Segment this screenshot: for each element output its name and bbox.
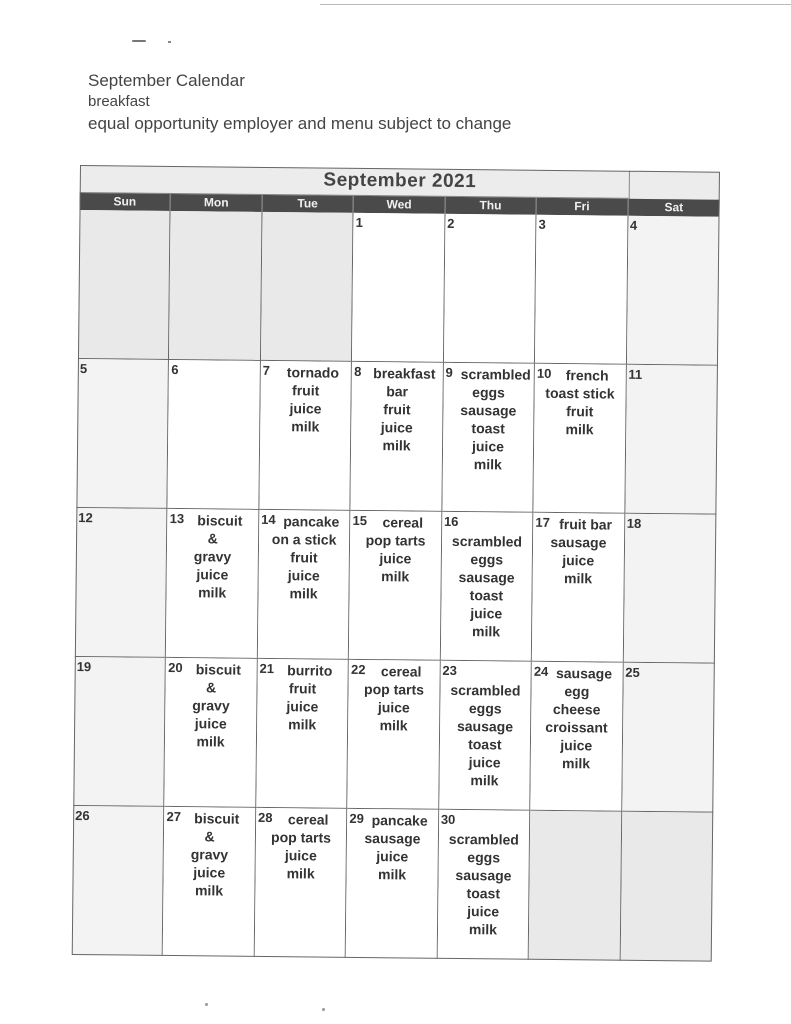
menu-item: milk [194, 882, 224, 899]
menu-item: milk [470, 772, 499, 789]
menu-item: pop tarts [365, 532, 426, 549]
menu-item: juice [468, 754, 501, 771]
scan-edge-line [320, 4, 791, 5]
menu-item: sausage [458, 568, 515, 586]
menu-item: juice [286, 698, 319, 715]
day-of-week-fri: Fri [537, 198, 629, 216]
menu-item: fruit bar [559, 516, 613, 533]
scan-speck [168, 41, 171, 43]
menu-item: french [565, 367, 609, 384]
day-number: 30 [440, 811, 456, 827]
day-of-week-sun: Sun [80, 193, 172, 211]
menu-item: sausage [364, 830, 421, 847]
menu-item: juice [562, 552, 595, 569]
menu-item: milk [291, 418, 320, 435]
menu-item: bar [386, 383, 409, 400]
day-number: 15 [352, 512, 368, 529]
menu-item: toast [469, 587, 504, 604]
menu-item: milk [381, 568, 410, 585]
day-number: 16 [443, 513, 459, 529]
day-number: 13 [169, 510, 185, 527]
day-number: 23 [442, 662, 457, 678]
menu-item: juice [193, 864, 226, 881]
day-number: 5 [79, 361, 88, 377]
menu-item: & [204, 828, 215, 845]
menu-item: tornado [286, 364, 340, 381]
menu-item: sausage [460, 401, 517, 419]
menu-item: milk [379, 717, 408, 734]
menu-item: pancake [371, 812, 428, 829]
menu-item: cereal [380, 663, 422, 680]
month-calendar [72, 165, 720, 962]
day-number: 4 [629, 217, 638, 233]
menu-item: juice [289, 400, 322, 417]
day-number: 24 [533, 663, 549, 679]
day-number: 8 [354, 363, 362, 379]
menu-item: juice [379, 550, 412, 567]
day-number: 25 [625, 664, 640, 680]
day-of-week-thu: Thu [445, 197, 537, 215]
day-number: 12 [78, 510, 93, 526]
menu-item: milk [382, 437, 411, 454]
menu-item: milk [289, 585, 318, 602]
menu-item: pancake [283, 513, 340, 530]
menu-item: juice [376, 848, 409, 865]
menu-item: gravy [193, 548, 232, 565]
day-number: 1 [355, 214, 364, 230]
menu-item: pop tarts [363, 681, 425, 698]
day-number: 9 [445, 364, 453, 380]
menu-item: scrambled [448, 830, 519, 848]
menu-item: juice [196, 566, 229, 583]
header-subtitle: breakfast [88, 93, 150, 110]
menu-item: milk [471, 623, 501, 640]
menu-item: cheese [552, 700, 601, 718]
menu-item: milk [565, 421, 594, 438]
menu-item: eggs [470, 551, 504, 568]
calendar-frame [72, 165, 720, 962]
menu-item: scrambled [450, 681, 521, 699]
menu-item: croissant [545, 718, 608, 736]
day-number: 22 [350, 661, 366, 678]
day-number: 21 [259, 660, 275, 677]
day-number: 29 [349, 810, 365, 827]
menu-item: egg [564, 683, 590, 700]
menu-item: breakfast [373, 365, 436, 382]
menu-item: juice [287, 567, 320, 584]
menu-item: milk [196, 733, 225, 750]
menu-item: fruit [383, 401, 411, 418]
day-number: 10 [536, 365, 552, 381]
menu-item: fruit [292, 382, 320, 399]
day-number: 14 [261, 511, 276, 528]
menu-item: milk [468, 921, 498, 938]
day-of-week-sat: Sat [664, 200, 684, 215]
menu-item: juice [380, 419, 413, 436]
day-number: 3 [538, 216, 546, 232]
menu-item: milk [286, 865, 315, 882]
menu-item: biscuit [194, 810, 240, 827]
menu-item: milk [563, 570, 593, 587]
menu-item: milk [288, 716, 317, 733]
menu-item: burrito [287, 662, 333, 679]
menu-item: toast [468, 736, 502, 753]
day-number: 19 [76, 658, 92, 675]
menu-item: juice [284, 847, 317, 864]
day-number: 2 [447, 215, 455, 231]
day-of-week-tue: Tue [262, 195, 354, 213]
day-number: 18 [626, 515, 642, 531]
day-number: 28 [257, 809, 273, 826]
calendar-title: September 2021 [323, 169, 477, 193]
menu-item: sausage [456, 717, 514, 735]
menu-item: on a stick [271, 531, 337, 548]
day-number: 27 [166, 808, 182, 825]
menu-item: biscuit [195, 661, 241, 678]
day-number: 17 [535, 514, 550, 530]
menu-item: juice [560, 737, 593, 754]
scan-speck [322, 1008, 325, 1011]
menu-item: gravy [190, 846, 229, 863]
menu-item: eggs [467, 849, 501, 866]
day-number: 26 [75, 807, 90, 824]
menu-item: sausage [455, 866, 512, 884]
menu-item: toast [466, 885, 501, 902]
menu-item: milk [377, 866, 407, 883]
day-number: 6 [171, 361, 179, 378]
header-title: September Calendar [88, 71, 245, 90]
menu-item: juice [377, 699, 410, 716]
menu-item: gravy [192, 697, 230, 714]
menu-item: juice [467, 903, 500, 920]
menu-item: eggs [468, 700, 502, 717]
menu-item: fruit [290, 549, 318, 566]
day-of-week-mon: Mon [171, 194, 263, 212]
scan-speck [205, 1003, 208, 1006]
menu-item: juice [471, 438, 505, 455]
menu-item: scrambled [451, 532, 523, 550]
header-notice: equal opportunity employer and menu subject to change [88, 114, 512, 133]
menu-item: biscuit [197, 512, 243, 529]
day-number: 20 [168, 659, 183, 676]
document-header [88, 70, 511, 136]
menu-item: & [206, 679, 217, 696]
menu-item: juice [470, 605, 503, 622]
menu-item: scrambled [460, 365, 531, 383]
menu-item: milk [473, 456, 502, 473]
menu-item: milk [198, 584, 227, 601]
menu-item: pop tarts [270, 829, 332, 846]
menu-item: cereal [287, 811, 329, 828]
menu-item: toast stick [545, 384, 615, 402]
day-number: 7 [262, 362, 271, 378]
day-of-week-wed: Wed [354, 196, 446, 214]
menu-item: fruit [566, 403, 594, 420]
scan-speck [132, 40, 146, 42]
menu-item: & [207, 530, 218, 547]
menu-item: cereal [382, 514, 424, 531]
menu-item: juice [194, 715, 227, 732]
menu-item: sausage [555, 665, 613, 682]
menu-item: eggs [472, 384, 505, 401]
menu-item: milk [562, 755, 591, 772]
menu-item: sausage [550, 533, 607, 551]
day-number: 11 [628, 366, 643, 382]
menu-item: toast [471, 420, 505, 437]
menu-item: fruit [288, 680, 317, 697]
